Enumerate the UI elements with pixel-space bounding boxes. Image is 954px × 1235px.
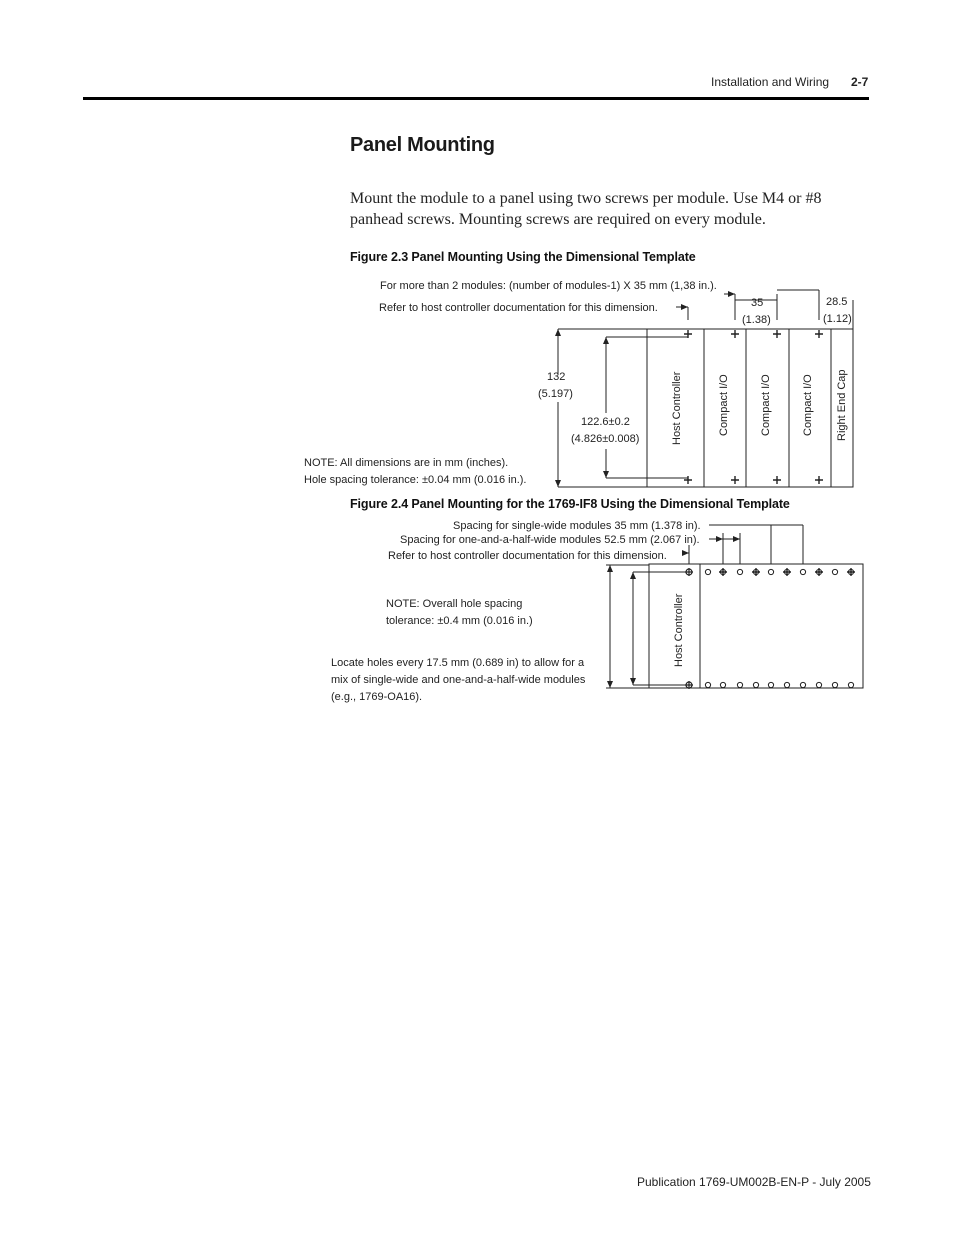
note-tolerance-line-2: tolerance: ±0.4 mm (0.016 in.) bbox=[386, 615, 533, 627]
module-compact-io-1: Compact I/O bbox=[718, 374, 730, 436]
page-number: 2-7 bbox=[851, 75, 869, 89]
hole-io1-bottom bbox=[731, 476, 739, 484]
arrow-inner-bottom bbox=[630, 678, 636, 685]
hole-io2-top bbox=[773, 330, 781, 338]
locate-holes-line-3: (e.g., 1769-OA16). bbox=[331, 691, 423, 703]
note-tolerance-line-1: NOTE: Overall hole spacing bbox=[386, 598, 523, 610]
intro-line-1: Mount the module to a panel using two screws per module. Use M4 or #8 bbox=[350, 190, 822, 207]
dim-285-label: 28.5 bbox=[826, 296, 848, 308]
arrow-132-bottom bbox=[555, 480, 561, 487]
figure-2-3-svg bbox=[300, 270, 870, 495]
figure-2-4-diagram bbox=[320, 515, 870, 710]
refer-host-label: Refer to host controller documentation for this dimension. bbox=[388, 550, 667, 562]
module-compact-io-3: Compact I/O bbox=[802, 374, 814, 436]
host-holes bbox=[685, 568, 693, 689]
intro-line-2: panhead screws. Mounting screws are required on every module. bbox=[350, 211, 766, 228]
module-compact-io-2: Compact I/O bbox=[760, 374, 772, 436]
arrowheads bbox=[555, 291, 735, 487]
section-title: Panel Mounting bbox=[350, 134, 495, 156]
figure-2-3-diagram bbox=[300, 270, 870, 495]
hole-io1-top bbox=[731, 330, 739, 338]
spacing-single-label: Spacing for single-wide modules 35 mm (1.378 in). bbox=[453, 520, 701, 532]
dim-35-in-label: (1.38) bbox=[742, 314, 771, 326]
note-refer-host: Refer to host controller documentation for this dimension. bbox=[379, 302, 658, 314]
hole-row bbox=[705, 569, 853, 687]
figure-2-4-caption: Figure 2.4 Panel Mounting for the 1769-IF8 Using the Dimensional Template bbox=[350, 497, 790, 511]
arrow-refer bbox=[682, 550, 689, 556]
figure-2-3-caption: Figure 2.3 Panel Mounting Using the Dimensional Template bbox=[350, 250, 696, 264]
intro-paragraph bbox=[350, 188, 870, 230]
arrow-onehalf-right bbox=[733, 536, 740, 542]
arrow-1226-top bbox=[603, 337, 609, 344]
arrow-inner-top bbox=[630, 572, 636, 579]
locate-holes-line-1: Locate holes every 17.5 mm (0.689 in) to allow for a bbox=[331, 657, 585, 669]
arrow-1226-bottom bbox=[603, 471, 609, 478]
arrow-outer-top bbox=[607, 565, 613, 572]
module-host-controller-2: Host Controller bbox=[673, 593, 685, 667]
publication-footer: Publication 1769-UM002B-EN-P - July 2005 bbox=[637, 1175, 871, 1189]
dim-285-in-label: (1.12) bbox=[823, 313, 852, 325]
note-dimensions-line-2: Hole spacing tolerance: ±0.04 mm (0.016 in.). bbox=[304, 474, 527, 486]
module-right-end-cap: Right End Cap bbox=[836, 369, 848, 441]
arrow-onehalf-left bbox=[716, 536, 723, 542]
note-dimensions-line-1: NOTE: All dimensions are in mm (inches). bbox=[304, 457, 509, 469]
arrow-more-modules bbox=[728, 291, 735, 297]
hole-host-bottom bbox=[684, 476, 692, 484]
dim-132-in-label: (5.197) bbox=[538, 388, 573, 400]
arrow-refer bbox=[681, 304, 688, 310]
locate-holes-line-2: mix of single-wide and one-and-a-half-wide modules bbox=[331, 674, 586, 686]
dim-1226-label: 122.6±0.2 bbox=[581, 416, 630, 428]
figure-2-4-svg bbox=[320, 515, 870, 710]
dim-132-label: 132 bbox=[547, 371, 566, 383]
note-more-modules: For more than 2 modules: (number of modules-1) X 35 mm (1,38 in.). bbox=[380, 280, 717, 292]
hole-io2-bottom bbox=[773, 476, 781, 484]
spacing-onehalf-label: Spacing for one-and-a-half-wide modules 52.5 mm (2.067 in). bbox=[400, 534, 700, 546]
dim-1226-in-label: (4.826±0.008) bbox=[571, 433, 640, 445]
arrow-outer-bottom bbox=[607, 681, 613, 688]
dim-35-label: 35 bbox=[751, 297, 764, 309]
running-header: Installation and Wiring bbox=[711, 75, 830, 89]
hole-io3-bottom bbox=[815, 476, 823, 484]
header-rule bbox=[83, 97, 869, 100]
hole-io3-top bbox=[815, 330, 823, 338]
module-host-controller: Host Controller bbox=[671, 371, 683, 445]
arrow-132-top bbox=[555, 329, 561, 336]
